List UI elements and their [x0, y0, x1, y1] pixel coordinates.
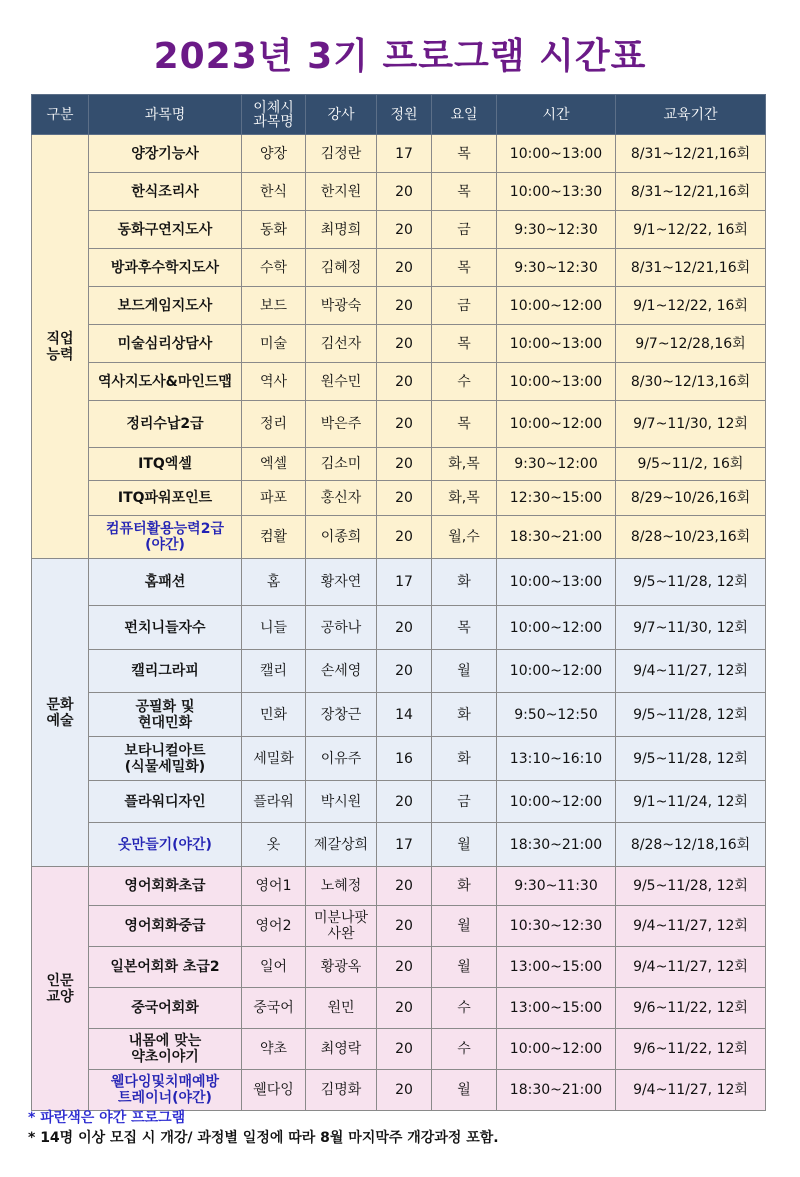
capacity: 20 [377, 1029, 432, 1070]
instructor: 이유주 [306, 737, 377, 781]
capacity: 20 [377, 173, 432, 211]
period: 9/6~11/22, 12회 [616, 988, 766, 1029]
time: 10:00~13:30 [497, 173, 616, 211]
course-name [89, 867, 242, 906]
instructor: 황자연 [306, 559, 377, 606]
capacity: 20 [377, 249, 432, 287]
time: 10:00~12:00 [497, 1029, 616, 1070]
course-name-line1: 동화구연지도사 [117, 221, 213, 238]
time: 10:00~13:00 [497, 363, 616, 401]
day: 수 [432, 363, 497, 401]
course-name-line2: (야간) [145, 537, 185, 553]
day: 금 [432, 781, 497, 823]
capacity: 20 [377, 988, 432, 1029]
table-row [32, 606, 766, 650]
time: 10:00~13:00 [497, 325, 616, 363]
capacity: 20 [377, 947, 432, 988]
day: 화 [432, 693, 497, 737]
table-row [32, 516, 766, 559]
header-abbr-line1: 이체시 [253, 99, 294, 116]
course-name [89, 448, 242, 481]
time: 10:00~13:00 [497, 559, 616, 606]
instructor: 박광숙 [306, 287, 377, 325]
period: 9/5~11/28, 12회 [616, 693, 766, 737]
course-name-line1: 플라워디자인 [124, 793, 206, 810]
course-abbr: 옷 [242, 823, 306, 867]
period: 9/5~11/2, 16회 [616, 448, 766, 481]
course-abbr: 엑셀 [242, 448, 306, 481]
day: 화 [432, 737, 497, 781]
table-row [32, 823, 766, 867]
time: 18:30~21:00 [497, 823, 616, 867]
day: 화,목 [432, 448, 497, 481]
course-name [89, 693, 242, 737]
header-abbr [242, 95, 306, 135]
course-name-line2: (식물세밀화) [124, 758, 206, 775]
instructor: 장창근 [306, 693, 377, 737]
category-line1: 직업 [46, 330, 74, 347]
period: 9/5~11/28, 12회 [616, 867, 766, 906]
day: 수 [432, 988, 497, 1029]
period: 8/31~12/21,16회 [616, 135, 766, 173]
course-name-line1: 공필화 및 [135, 698, 195, 715]
period: 9/7~12/28,16회 [616, 325, 766, 363]
course-name [89, 1029, 242, 1070]
course-name [89, 135, 242, 173]
course-name-line1: 보타니컬아트 [124, 742, 206, 759]
header-period: 교육기간 [616, 95, 766, 135]
course-name [89, 781, 242, 823]
day: 월 [432, 650, 497, 693]
day: 목 [432, 325, 497, 363]
capacity: 17 [377, 135, 432, 173]
instructor: 공하나 [306, 606, 377, 650]
course-name [89, 173, 242, 211]
notes [28, 1108, 788, 1148]
course-name [89, 401, 242, 448]
course-abbr: 영어1 [242, 867, 306, 906]
header-category: 구분 [32, 95, 89, 135]
course-name-line1: 정리수납2급 [126, 416, 204, 432]
course-abbr: 양장 [242, 135, 306, 173]
course-abbr: 보드 [242, 287, 306, 325]
table-row [32, 693, 766, 737]
category-cell [32, 135, 89, 559]
day: 화 [432, 559, 497, 606]
capacity: 20 [377, 401, 432, 448]
table-row [32, 135, 766, 173]
instructor: 박시원 [306, 781, 377, 823]
period: 9/5~11/28, 12회 [616, 737, 766, 781]
day: 목 [432, 173, 497, 211]
course-name-line1: 펀치니들자수 [124, 619, 206, 636]
time: 9:30~12:00 [497, 448, 616, 481]
course-name-line1: 중국어회화 [131, 1000, 199, 1016]
table-row [32, 988, 766, 1029]
instructor: 김명화 [306, 1070, 377, 1111]
table-row [32, 325, 766, 363]
header-course: 과목명 [89, 95, 242, 135]
day: 금 [432, 287, 497, 325]
table-row [32, 947, 766, 988]
table-row [32, 363, 766, 401]
day: 목 [432, 606, 497, 650]
capacity: 17 [377, 823, 432, 867]
schedule-body [32, 135, 766, 1111]
course-abbr: 동화 [242, 211, 306, 249]
course-abbr: 플라워 [242, 781, 306, 823]
course-abbr: 니들 [242, 606, 306, 650]
course-name-line2: 약초이야기 [131, 1049, 199, 1065]
course-name [89, 211, 242, 249]
course-abbr: 정리 [242, 401, 306, 448]
instructor-line2: 사완 [327, 926, 355, 942]
capacity: 20 [377, 211, 432, 249]
period: 9/5~11/28, 12회 [616, 559, 766, 606]
instructor: 제갈상희 [306, 823, 377, 867]
capacity: 20 [377, 287, 432, 325]
course-abbr: 약초 [242, 1029, 306, 1070]
table-row [32, 650, 766, 693]
category-line1: 인문 [46, 972, 74, 989]
course-name [89, 287, 242, 325]
time: 12:30~15:00 [497, 481, 616, 516]
time: 13:10~16:10 [497, 737, 616, 781]
header-time: 시간 [497, 95, 616, 135]
category-line2: 교양 [46, 988, 74, 1005]
course-name-line1: 일본어회화 초급2 [110, 959, 220, 975]
course-abbr: 파포 [242, 481, 306, 516]
instructor: 원민 [306, 988, 377, 1029]
instructor: 황광옥 [306, 947, 377, 988]
course-name [89, 988, 242, 1029]
course-name [89, 737, 242, 781]
course-name [89, 481, 242, 516]
note-minimum: * 14명 이상 모집 시 개강/ 과정별 일정에 따라 8월 마지막주 개강과정 포함. [28, 1130, 499, 1146]
course-name-line1: 옷만들기(야간) [118, 836, 212, 853]
course-name [89, 249, 242, 287]
period: 8/31~12/21,16회 [616, 249, 766, 287]
time: 18:30~21:00 [497, 516, 616, 559]
period: 8/28~10/23,16회 [616, 516, 766, 559]
day: 월 [432, 906, 497, 947]
time: 9:30~12:30 [497, 211, 616, 249]
course-abbr: 역사 [242, 363, 306, 401]
period: 9/6~11/22, 12회 [616, 1029, 766, 1070]
instructor: 홍신자 [306, 481, 377, 516]
period: 9/1~12/22, 16회 [616, 211, 766, 249]
instructor: 이종희 [306, 516, 377, 559]
table-row [32, 173, 766, 211]
instructor-line1: 미분나팟 [313, 910, 369, 926]
time: 10:00~12:00 [497, 781, 616, 823]
course-name [89, 516, 242, 559]
category-cell [32, 867, 89, 1111]
capacity: 20 [377, 781, 432, 823]
table-row [32, 867, 766, 906]
table-row [32, 781, 766, 823]
course-name-line1: 한식조리사 [131, 183, 199, 200]
day: 월 [432, 823, 497, 867]
period: 9/1~11/24, 12회 [616, 781, 766, 823]
capacity: 20 [377, 650, 432, 693]
period: 9/7~11/30, 12회 [616, 401, 766, 448]
header-instructor: 강사 [306, 95, 377, 135]
course-abbr: 수학 [242, 249, 306, 287]
course-name [89, 1070, 242, 1111]
course-name [89, 363, 242, 401]
course-name-line1: 웰다잉및치매예방 [110, 1074, 220, 1090]
course-name [89, 325, 242, 363]
course-name-line1: 영어회화중급 [124, 918, 206, 934]
table-row [32, 211, 766, 249]
capacity: 17 [377, 559, 432, 606]
table-row [32, 249, 766, 287]
time: 9:30~12:30 [497, 249, 616, 287]
course-name-line1: ITQ엑셀 [138, 456, 192, 472]
header-capacity: 정원 [377, 95, 432, 135]
category-line1: 문화 [46, 696, 74, 713]
instructor: 노혜정 [306, 867, 377, 906]
header-row [32, 95, 766, 135]
category-cell [32, 559, 89, 867]
period: 8/30~12/13,16회 [616, 363, 766, 401]
capacity: 20 [377, 1070, 432, 1111]
course-name [89, 559, 242, 606]
course-name-line1: 방과후수학지도사 [110, 259, 220, 276]
course-abbr: 세밀화 [242, 737, 306, 781]
time: 10:00~12:00 [497, 606, 616, 650]
day: 화,목 [432, 481, 497, 516]
course-name-line1: ITQ파워포인트 [117, 490, 213, 506]
day: 목 [432, 135, 497, 173]
course-name [89, 906, 242, 947]
period: 8/28~12/18,16회 [616, 823, 766, 867]
course-abbr: 일어 [242, 947, 306, 988]
period: 9/1~12/22, 16회 [616, 287, 766, 325]
table-row [32, 1029, 766, 1070]
instructor: 박은주 [306, 401, 377, 448]
period: 9/4~11/27, 12회 [616, 650, 766, 693]
course-abbr: 웰다잉 [242, 1070, 306, 1111]
course-abbr: 영어2 [242, 906, 306, 947]
capacity: 20 [377, 448, 432, 481]
instructor: 한지원 [306, 173, 377, 211]
capacity: 20 [377, 606, 432, 650]
time: 13:00~15:00 [497, 988, 616, 1029]
course-name-line1: 컴퓨터활용능력2급 [106, 521, 224, 537]
course-name-line1: 미술심리상담사 [117, 335, 213, 352]
day: 금 [432, 211, 497, 249]
period: 8/31~12/21,16회 [616, 173, 766, 211]
instructor: 최영락 [306, 1029, 377, 1070]
instructor: 원수민 [306, 363, 377, 401]
course-name-line1: 홈패션 [144, 574, 186, 590]
course-abbr: 홈 [242, 559, 306, 606]
course-abbr: 컴활 [242, 516, 306, 559]
instructor: 최명희 [306, 211, 377, 249]
time: 10:00~12:00 [497, 287, 616, 325]
instructor: 김혜정 [306, 249, 377, 287]
table-row [32, 559, 766, 606]
time: 9:50~12:50 [497, 693, 616, 737]
course-abbr: 중국어 [242, 988, 306, 1029]
table-row [32, 1070, 766, 1111]
course-name [89, 606, 242, 650]
capacity: 16 [377, 737, 432, 781]
course-name [89, 650, 242, 693]
category-line2: 능력 [46, 346, 74, 363]
instructor: 김선자 [306, 325, 377, 363]
instructor: 손세영 [306, 650, 377, 693]
course-name-line2: 트레이너(야간) [118, 1090, 212, 1106]
course-name-line2: 현대민화 [137, 714, 193, 731]
capacity: 20 [377, 363, 432, 401]
course-name [89, 947, 242, 988]
capacity: 20 [377, 481, 432, 516]
table-row [32, 481, 766, 516]
page-title: 2023년 3기 프로그램 시간표 [153, 36, 647, 77]
table-row [32, 448, 766, 481]
time: 10:30~12:30 [497, 906, 616, 947]
period: 9/4~11/27, 12회 [616, 906, 766, 947]
schedule-table [31, 94, 766, 1111]
capacity: 20 [377, 867, 432, 906]
table-row [32, 287, 766, 325]
day: 수 [432, 1029, 497, 1070]
period: 9/4~11/27, 12회 [616, 1070, 766, 1111]
period: 9/7~11/30, 12회 [616, 606, 766, 650]
capacity: 20 [377, 325, 432, 363]
time: 9:30~11:30 [497, 867, 616, 906]
day: 월 [432, 947, 497, 988]
day: 목 [432, 249, 497, 287]
course-name-line1: 캘리그라피 [131, 663, 199, 679]
capacity: 20 [377, 906, 432, 947]
instructor: 김정란 [306, 135, 377, 173]
course-name-line1: 역사지도사&마인드맵 [98, 373, 232, 390]
period: 9/4~11/27, 12회 [616, 947, 766, 988]
note-night: * 파란색은 야간 프로그램 [28, 1110, 186, 1126]
instructor: 김소미 [306, 448, 377, 481]
course-name-line1: 내몸에 맞는 [128, 1033, 202, 1049]
day: 화 [432, 867, 497, 906]
day: 월 [432, 1070, 497, 1111]
time: 10:00~12:00 [497, 650, 616, 693]
table-row [32, 906, 766, 947]
time: 18:30~21:00 [497, 1070, 616, 1111]
time: 13:00~15:00 [497, 947, 616, 988]
course-abbr: 민화 [242, 693, 306, 737]
course-abbr: 한식 [242, 173, 306, 211]
capacity: 20 [377, 516, 432, 559]
course-abbr: 미술 [242, 325, 306, 363]
category-line2: 예술 [46, 712, 74, 729]
course-name-line1: 영어회화초급 [124, 878, 206, 894]
table-row [32, 737, 766, 781]
course-abbr: 캘리 [242, 650, 306, 693]
time: 10:00~12:00 [497, 401, 616, 448]
capacity: 14 [377, 693, 432, 737]
course-name-line1: 양장기능사 [131, 145, 199, 162]
header-abbr-line2: 과목명 [253, 113, 294, 130]
course-name-line1: 보드게임지도사 [117, 297, 213, 314]
instructor [306, 906, 377, 947]
table-row [32, 401, 766, 448]
header-day: 요일 [432, 95, 497, 135]
period: 8/29~10/26,16회 [616, 481, 766, 516]
time: 10:00~13:00 [497, 135, 616, 173]
day: 월,수 [432, 516, 497, 559]
course-name [89, 823, 242, 867]
day: 목 [432, 401, 497, 448]
